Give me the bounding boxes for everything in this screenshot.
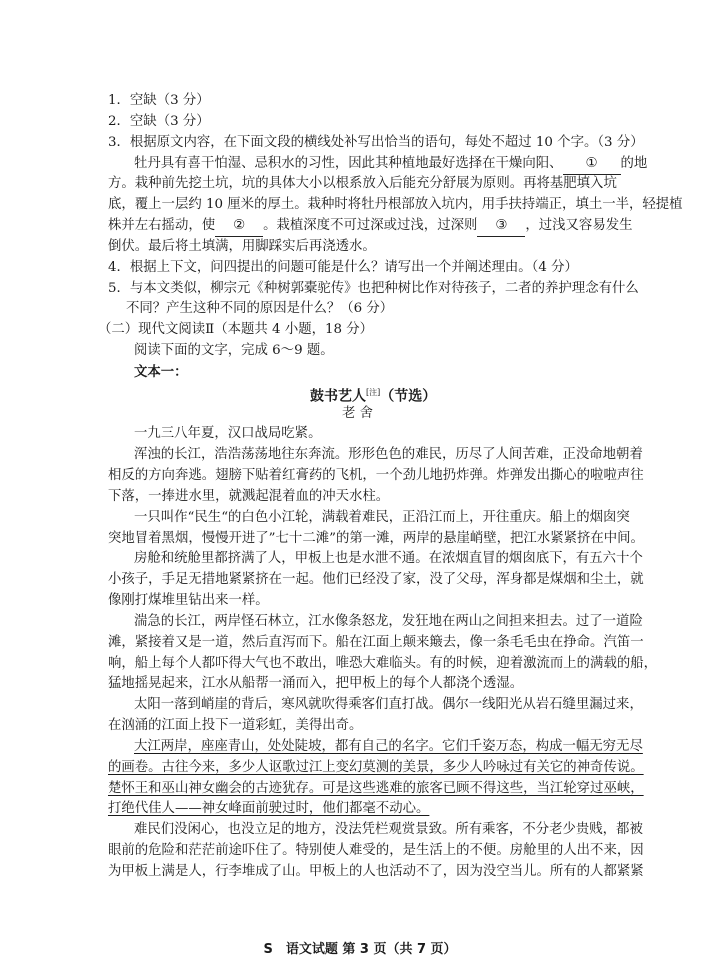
question-3: 3．根据原文内容，在下面文段的横线处补写出恰当的语句，每处不超过 10 个字。（3 分） [108,134,644,150]
q3-text: ，过浅又容易发生 [525,218,633,234]
instructions: 阅读下面的文字，完成 6～9 题。 [134,343,334,359]
q3-passage-line-4 [108,216,633,237]
underlined-paragraph-line: 楚怀王和巫山神女幽会的古迹犹存。可是这些逃难的旅客已顾不得这些，当江轮穿过巫峡， [108,780,644,796]
paragraph-line: 眼前的危险和茫茫前途吓住了。特别使人难受的，是生活上的不便。房舱里的人出不来，因 [108,843,644,859]
q3-text: 。栽植深度不可过深或过浅，过深则 [263,218,478,234]
q3-passage-line-5: 倒伏。最后将土填满，用脚踩实后再浇透水。 [108,238,376,254]
question-2: 2．空缺（3 分） [108,113,210,129]
paragraph-line: 突地冒着黑烟，慢慢开进了”七十二滩”的第一滩，两岸的悬崖峭壁，把江水紧紧挤在中间。 [108,530,644,546]
paragraph-line: 相反的方向奔逃。翅膀下贴着红膏药的飞机，一个劲儿地扔炸弹。炸弹发出撕心的啦啦声往 [108,468,644,484]
page-footer: S 语文试题 第 3 页（共 7 页） [263,942,457,957]
blank-2: ② [215,216,263,237]
question-4: 4．根据上下文，问四提出的问题可能是什么？请写出一个并阐述理由。（4 分） [108,259,578,275]
title-suffix: （节选） [380,388,437,405]
footnote-mark: [注] [366,387,381,397]
question-5-line-2: 不同？产生这种不同的原因是什么？（6 分） [126,301,394,317]
question-5-line-1: 5．与本文类似，柳宗元《种树郭橐驼传》也把种树比作对待孩子，二者的养护理念有什么 [108,280,639,296]
q3-text: 的地 [620,155,648,171]
paragraph-line: 为甲板上满是人，行李堆成了山。甲板上的人也活动不了，因为没空当儿。所有的人都紧紧 [108,864,644,879]
question-1: 1．空缺（3 分） [108,93,210,108]
paragraph-line: 猛地摇晃起来，江水从船帮一涌而入，把甲板上的每个人都浇个透湿。 [108,676,524,692]
paragraph-line: 湍急的长江，两岸怪石林立，江水像条怒龙，发狂地在两山之间担来担去。过了一道险 [134,613,643,629]
paragraph-line: 在汹涌的江面上投下一道彩虹，美得出奇。 [108,718,363,734]
paragraph-line: 滩，紧接着又是一道，然后直泻而下。船在江面上颠来簸去，像一条毛毛虫在挣命。汽笛一 [108,634,644,650]
paragraph-line: 太阳一落到峭崖的背后，寒风就吹得乘客们直打战。偶尔一线阳光从岩石缝里漏过来， [134,697,643,713]
paragraph-line: 像刚打煤堆里钻出来一样。 [108,593,269,609]
section-heading: （二）现代文阅读Ⅱ（本题共 4 小题，18 分） [98,322,374,338]
paragraph-line: 一九三八年夏，汉口战局吃紧。 [134,426,322,442]
paragraph-line: 一只叫作“民生“的白色小江轮，满载着难民，正沿江而上，开往重庆。船上的烟囱突 [134,509,630,525]
title-text: 鼓书艺人 [310,388,366,405]
paragraph-line: 响，船上每个人都吓得大气也不敢出，唯恐大难临头。有的时候，迎着激流而上的满载的船， [108,655,658,671]
q3-passage-line-2: 方。栽种前先挖土坑，坑的具体大小以根系放入后能充分舒展为原则。再将基肥填入坑 [108,176,617,192]
blank-3: ③ [477,216,525,237]
article-author: 老 舍 [342,405,374,421]
paragraph-line: 难民们没闲心，也没立足的地方，没法凭栏观赏景致。所有乘客，不分老少贵贱，都被 [134,822,643,838]
paragraph-line: 下落，一捧进水里，就溅起混着血的冲天水柱。 [108,488,390,504]
paragraph-line: 房舱和统舱里都挤满了人，甲板上也是水泄不通。在浓烟直冒的烟囱底下，有五六十个 [134,551,643,567]
blank-1: ① [563,154,621,175]
paragraph-line: 浑浊的长江，浩浩荡荡地往东奔流。形形色色的难民，历尽了人间苦难，正没命地朝着 [134,447,643,463]
underlined-paragraph-line: 大江两岸，座座青山，处处陡坡，都有自己的名字。它们千姿万态，构成一幅无穷无尽 [134,738,643,754]
article-title [310,383,436,407]
underlined-paragraph-line: 的画卷。古往今来，多少人讴歌过江上变幻莫测的美景，多少人吟咏过有关它的神奇传说。 [108,759,644,775]
paragraph-line: 小孩子，手足无措地紧紧挤在一起。他们已经没了家，没了父母，浑身都是煤烟和尘土，就 [108,572,644,588]
underlined-paragraph-line: 打绝代佳人——神女峰面前驶过时，他们都毫不动心。 [108,801,430,817]
text-label: 文本一： [134,363,188,380]
q3-passage-line-3: 底，覆上一层约 10 厘米的厚土。栽种时将牡丹根部放入坑内，用手扶持端正，填土一半，轻提植 [108,197,683,213]
q3-text: 株并左右摇动，使 [108,218,216,234]
q3-passage-line-1 [134,154,647,175]
q3-text: 牡丹具有喜干怕湿、忌积水的习性，因此其种植地最好选择在干燥向阳、 [134,155,563,171]
